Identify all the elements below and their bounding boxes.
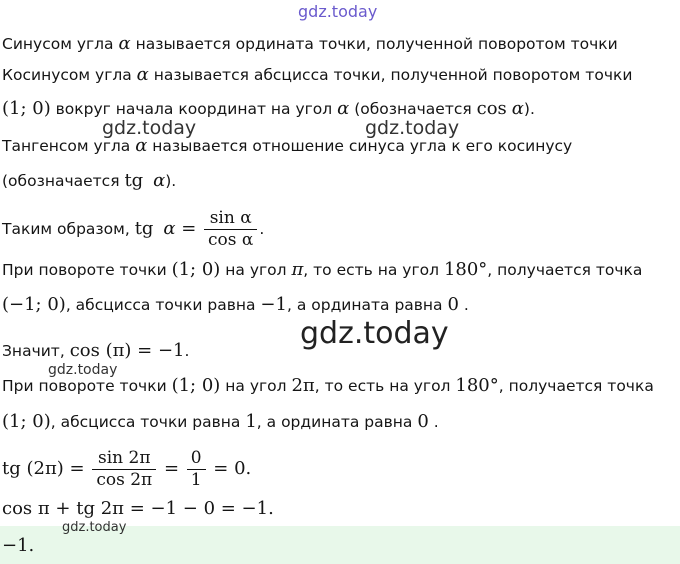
text: Тангенсом угла — [2, 137, 136, 155]
math: 180° — [443, 259, 488, 280]
numerator: sin 2π — [98, 448, 151, 468]
text: , то есть на угол — [314, 377, 456, 395]
cos-pi-line — [2, 340, 189, 362]
text: на угол — [220, 261, 292, 279]
math: cos (π) = −1 — [69, 340, 185, 361]
text: (обозначается — [2, 172, 125, 190]
math: tg (2π) = — [2, 458, 91, 479]
alpha-symbol: α — [511, 98, 524, 119]
text: . — [184, 342, 190, 360]
math: tg — [124, 170, 144, 191]
math: (1; 0) — [171, 375, 221, 396]
watermark: gdz.today — [102, 117, 197, 139]
math: (1; 0) — [2, 411, 51, 432]
sine-definition-line — [2, 33, 618, 55]
text: . — [458, 296, 469, 314]
final-computation-line — [2, 498, 274, 520]
text: Косинусом угла — [2, 66, 137, 84]
alpha-symbol: α — [135, 135, 148, 156]
math: = — [175, 218, 202, 239]
denominator: cos 2π — [92, 469, 156, 491]
math: 0 — [447, 294, 459, 315]
watermark-small: gdz.today — [48, 362, 118, 378]
text: вокруг начала координат на угол — [50, 100, 338, 118]
text: на угол — [220, 377, 292, 395]
text: , получается точка — [487, 261, 643, 279]
tg-2pi-formula — [2, 444, 251, 494]
watermark-top: gdz.today — [298, 2, 378, 21]
alpha-symbol: α — [136, 64, 149, 85]
text: , абсцисса точки равна — [65, 296, 261, 314]
math: tg — [134, 218, 154, 239]
math: cos π + tg 2π = −1 − 0 = −1. — [2, 498, 274, 519]
math: (1; 0) — [171, 259, 221, 280]
tangent-notation-line — [2, 170, 176, 192]
watermark: gdz.today — [365, 117, 460, 139]
text: , а ордината равна — [256, 413, 418, 431]
rotation-pi-line — [2, 259, 642, 281]
math: = 0. — [207, 458, 252, 479]
rotation-2pi-line — [2, 375, 654, 397]
text: . — [259, 220, 265, 238]
math: 0 — [417, 411, 429, 432]
text: , то есть на угол — [303, 261, 444, 279]
pi-symbol: π — [291, 259, 304, 280]
fraction — [204, 208, 257, 251]
text: Таким образом, — [2, 220, 135, 238]
text: ). — [165, 172, 177, 190]
text: называется абсцисса точки, полученной поворотом точки — [148, 66, 633, 84]
math: 180° — [455, 375, 499, 396]
math: −1. — [2, 535, 35, 556]
fraction — [187, 448, 206, 491]
tangent-definition-line — [2, 135, 572, 157]
math: cos — [476, 98, 507, 119]
text: (обозначается — [349, 100, 477, 118]
math: (1; 0) — [2, 98, 51, 119]
denominator: 1 — [187, 469, 206, 491]
math: 2π — [291, 375, 315, 396]
text: Значит, — [2, 342, 70, 360]
numerator: 0 — [190, 448, 202, 468]
text: Синусом угла — [2, 35, 119, 53]
text: При повороте точки — [2, 377, 172, 395]
alpha-symbol: α — [337, 98, 350, 119]
watermark-large: gdz.today — [300, 316, 449, 351]
math: 1 — [245, 411, 257, 432]
text: ). — [523, 100, 535, 118]
alpha-symbol: α — [118, 33, 131, 54]
text: . — [428, 413, 439, 431]
text: называется ордината точки, полученной поворотом точки — [130, 35, 618, 53]
fraction — [92, 448, 156, 491]
tangent-formula-line — [2, 206, 264, 252]
text: , а ордината равна — [286, 296, 448, 314]
numerator: sin α — [209, 208, 252, 228]
math: = — [158, 458, 185, 479]
alpha-symbol: α — [163, 218, 176, 239]
answer-value — [2, 535, 34, 557]
point-coords-line — [2, 294, 469, 316]
text: , получается точка — [498, 377, 654, 395]
math: −1 — [260, 294, 287, 315]
cosine-definition-line — [2, 64, 632, 86]
math: (−1; 0) — [2, 294, 66, 315]
denominator: cos α — [204, 229, 257, 251]
text: При повороте точки — [2, 261, 172, 279]
alpha-symbol: α — [153, 170, 166, 191]
point-coords-line-2 — [2, 411, 439, 433]
watermark-small: gdz.today — [62, 520, 127, 535]
text: называется отношение синуса угла к его косинусу — [147, 137, 573, 155]
text: , абсцисса точки равна — [50, 413, 246, 431]
